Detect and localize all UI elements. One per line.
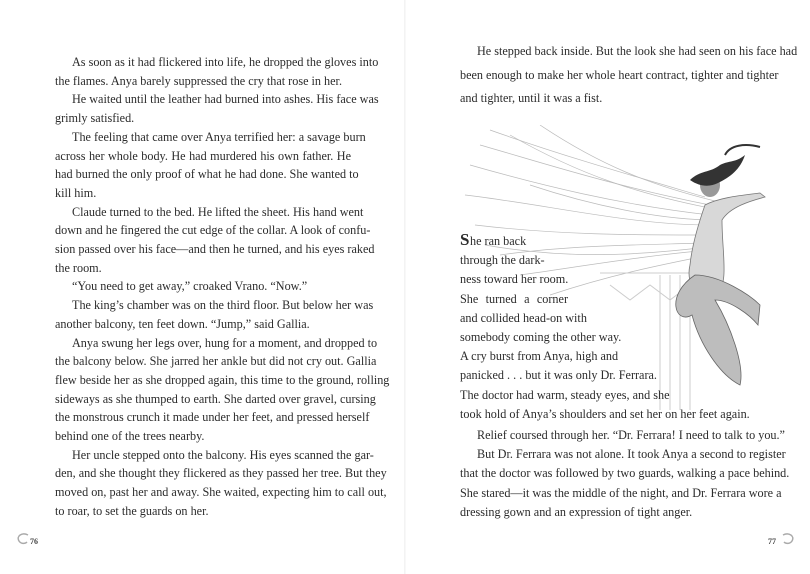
text-line: sion passed over his face—and then he turned, and his eyes raked [55,242,375,256]
right-page [405,0,810,574]
text-line: The king’s chamber was on the third floor. But below her was [72,298,374,313]
text-line: Claude turned to the bed. He lifted the sheet. His hand went [72,204,364,219]
text-line: had burned the only proof of what he had done. She wanted to [55,167,359,182]
text-line: another balcony, ten feet down. “Jump,” said Gallia. [55,316,310,331]
page-number-left: 76 [30,537,38,546]
text-line: somebody coming the other way. [460,330,622,344]
text-line: down and he fingered the cut edge of the collar. A look of confu- [55,223,371,238]
text-line: he ran back [470,234,527,248]
text-line: and tighter, until it was a fist. [460,91,603,105]
text-line: Relief coursed through her. “Dr. Ferrara! I need to talk to you.” [477,428,785,442]
text-line: The doctor had warm, steady eyes, and she [460,387,670,402]
text-line: grimly satisfied. [55,111,135,126]
text-line: through the dark- [460,253,545,268]
raven-icon [690,155,745,186]
text-line: the room. [55,260,102,275]
text-line: “You need to get away,” croaked Vrano. “Now.” [72,279,308,294]
text-line: and collided head-on with [460,310,587,325]
drop-cap: S [460,230,470,249]
text-line: A cry burst from Anya, high and [460,349,619,364]
text-line: the monstrous crunch it made under her feet, and pressed herself [55,410,370,425]
text-line: As soon as it had flickered into life, he dropped the gloves into [72,55,379,69]
text-line: She stared—it was the middle of the night, and Dr. Ferrara wore a [460,485,782,500]
page-ornament-icon [781,532,797,546]
text-line: that the doctor was followed by two guards, walking a pace behind. [460,466,790,481]
text-line: to roar, to set the guards on her. [55,503,209,518]
text-line: He waited until the leather had burned into ashes. His face was [72,92,379,107]
text-line: across her whole body. He had murdered his own father. He [55,148,351,163]
text-line: flew beside her as she dropped again, this time to the ground, rolling [55,372,390,387]
text-line: the flames. Anya barely suppressed the cry that rose in her. [55,73,342,88]
text-line: kill him. [55,185,97,200]
text-line: But Dr. Ferrara was not alone. It took Anya a second to register [477,447,786,462]
page-number-right: 77 [768,537,776,546]
page-ornament-icon [14,532,30,546]
text-line: sideways as she thumped to earth. She darted over gravel, cursing [55,391,376,406]
text-line: moved on, past her and away. She waited, expecting him to call out, [55,485,387,500]
text-line: He stepped back inside. But the look she had seen on his face had [477,44,798,58]
text-line: Her uncle stepped onto the balcony. His eyes scanned the gar- [72,447,374,462]
text-line: The feeling that came over Anya terrified her: a savage burn [72,129,366,144]
text-line: ness toward her room. [460,272,569,287]
text-line: den, and she thought they flickered as they passed her tree. But they [55,466,387,481]
text-line: She turned a corner [460,291,568,306]
text-line: been enough to make her whole heart contract, tighter and tighter [460,67,779,82]
text-line: the balcony below. She jarred her ankle but did not cry out. Gallia [55,354,377,369]
text-line: behind one of the trees nearby. [55,429,205,443]
text-line: took hold of Anya’s shoulders and set her on her feet again. [460,406,750,421]
text-line: dressing gown and an expression of tight anger. [460,504,693,519]
text-line: panicked . . . but it was only Dr. Ferrara. [460,368,657,383]
text-line: Anya swung her legs over, hung for a moment, and dropped to [72,335,378,350]
